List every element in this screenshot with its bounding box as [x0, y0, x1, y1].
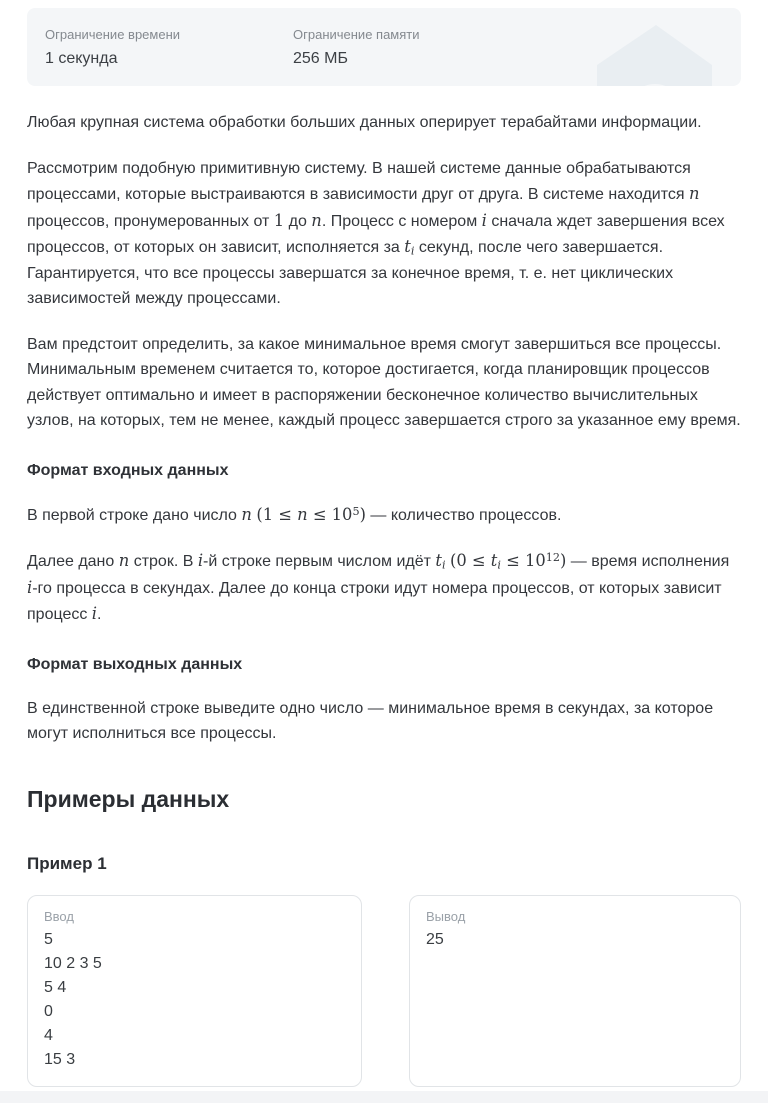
sample-output-box — [409, 895, 741, 1087]
memory-limit-label: Ограничение памяти — [293, 27, 420, 42]
output-format-heading: Формат выходных данных — [27, 655, 243, 673]
input-format-heading: Формат входных данных — [27, 461, 229, 479]
time-limit — [45, 27, 293, 69]
time-limit-value: 1 секунда — [45, 50, 118, 67]
examples-heading: Примеры данных — [27, 785, 230, 812]
memory-limit-value: 256 МБ — [293, 50, 348, 67]
page-bottom-divider — [0, 1091, 768, 1103]
input-format-paragraph: В первой строке дано число n $(1 \le n \le 10^5)$ — количество процессов. — [27, 504, 562, 524]
example-1-title: Пример 1 — [27, 853, 107, 873]
sample-input-label: Ввод — [44, 908, 74, 924]
example-1-samples — [27, 895, 741, 1087]
sample-output-label: Вывод — [426, 908, 466, 924]
sample-input-text: 5 10 2 3 5 5 4 0 4 15 3 — [44, 930, 102, 1068]
statement-paragraph: Рассмотрим подобную примитивную систему. В нашей системе данные обрабатываются процессами, которые выстраиваются в зависимости друг от друга. В системе находится n процессов, пронумерованных от 1 до n. Процесс с номером i сначала ждет завершения всех процессов, от которых он зависит, исполняется за $t_i$ секунд, после чего завершается. Гарантируется, что все процессы завершатся за конечное время, т. е. нет циклических зависимостей между процессами. — [27, 159, 725, 307]
lock-watermark-icon — [595, 20, 715, 86]
statement-paragraph: Вам предстоит определить, за какое минимальное время смогут завершиться все процессы. Минимальным временем считается то, которое достигается, когда планировщик процессов действует оптимально и имеет в распоряжении бесконечное количество вычислительных узлов, на которых, тем не менее, каждый процесс завершается строго за указанное ему время. — [27, 335, 741, 429]
time-limit-label: Ограничение времени — [45, 27, 181, 42]
sample-input-box — [27, 895, 362, 1087]
sample-output-text: 25 — [426, 930, 444, 948]
input-format-paragraph: Далее дано n строк. В i-й строке первым числом идёт $t_i$ $(0 \le t_i \le 10^{12})$ — время исполнения i-го процесса в секундах. Далее до конца строки идут номера процессов, от которых зависит процесс i. — [27, 550, 730, 623]
memory-limit — [293, 27, 420, 69]
limits-card — [27, 8, 741, 86]
output-format-paragraph: В единственной строке выведите одно число — минимальное время в секундах, за которое могут исполниться все процессы. — [27, 699, 714, 742]
problem-statement — [27, 110, 741, 875]
statement-paragraph: Любая крупная система обработки больших данных оперирует терабайтами информации. — [27, 114, 702, 131]
